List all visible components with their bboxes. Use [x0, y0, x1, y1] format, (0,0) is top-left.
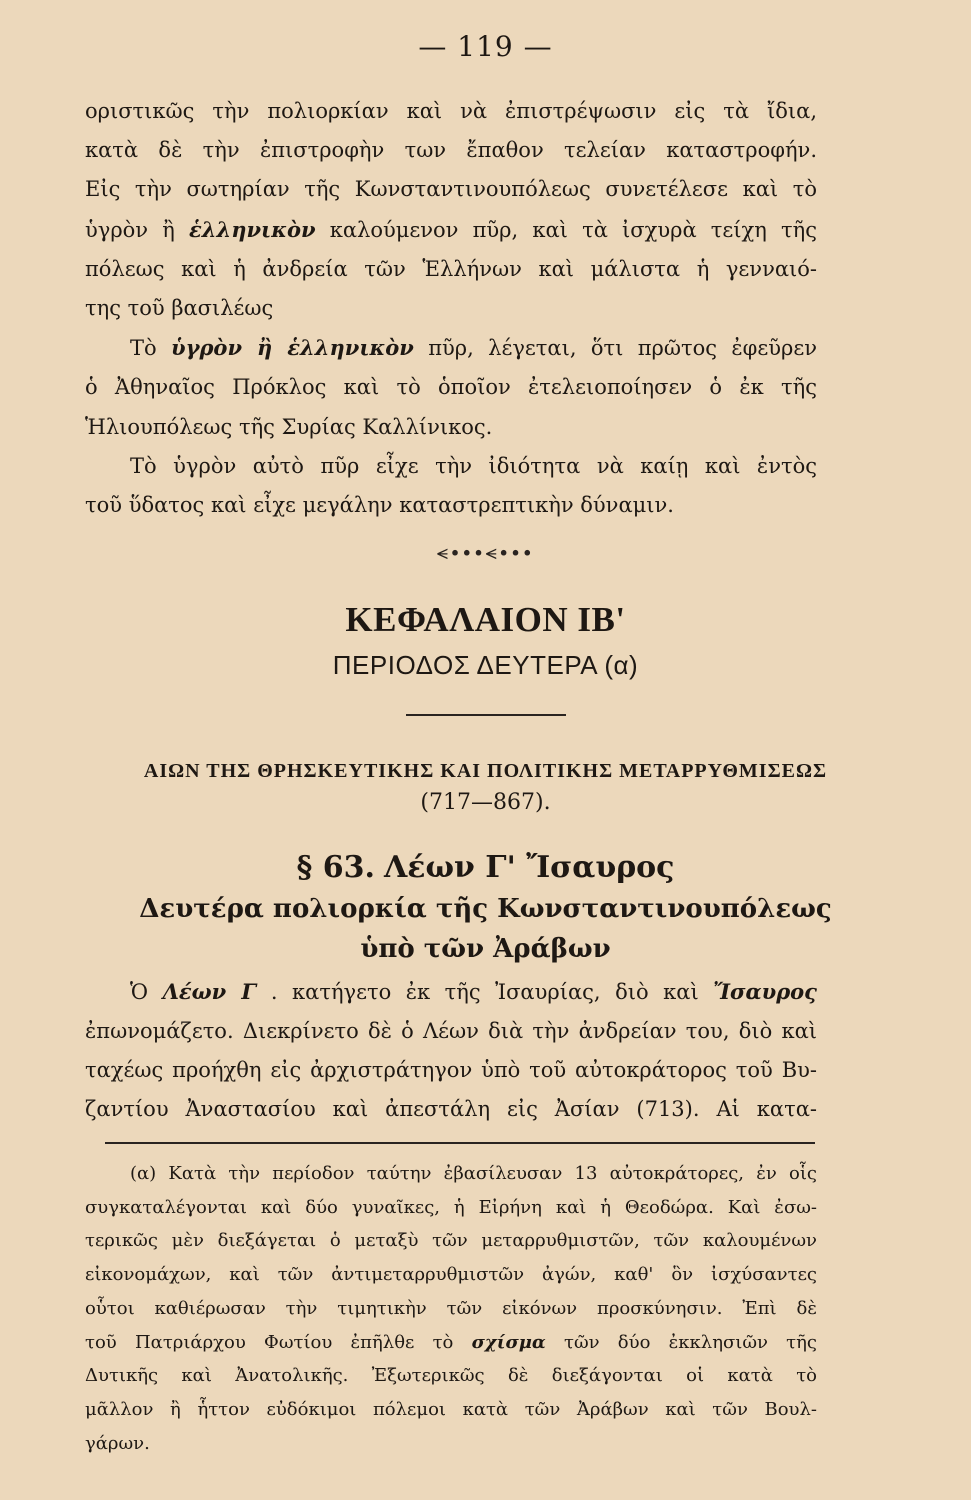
section-heading-line [0, 848, 971, 889]
section-name: Λέων Γ' Ἴσαυρος [383, 850, 675, 885]
text-span: . κατήγετο ἐκ τῆς Ἰσαυρίας, διὸ καὶ [270, 980, 699, 1004]
text-line: ζαντίου Ἀναστασίου καὶ ἀπεστάλη εἰς Ἀσίαν (713). Αἱ κατα- [85, 1097, 817, 1121]
footnote-line: συγκαταλέγονται καὶ δύο γυναῖκες, ἡ Εἰρήνη καὶ ἡ Θεοδώρα. Καὶ ἐσω- [85, 1196, 817, 1218]
footnote-line: οὗτοι καθιέρωσαν τὴν τιμητικὴν τῶν εἰκόνων προσκύνησιν. Ἐπὶ δὲ [85, 1297, 817, 1319]
text-line: ὁ Ἀθηναῖος Πρόκλος καὶ τὸ ὁποῖον ἐτελειοποίησεν ὁ ἐκ τῆς [85, 375, 817, 400]
text-line: ταχέως προήχθη εἰς ἀρχιστράτηγον ὑπὸ τοῦ αὐτοκράτορος τοῦ Βυ- [85, 1058, 817, 1082]
era-title: ΑΙΩΝ ΤΗΣ ΘΡΗΣΚΕΥΤΙΚΗΣ ΚΑΙ ΠΟΛΙΤΙΚΗΣ ΜΕΤΑΡΡΥΘΜΙΣΕΩΣ [143, 760, 828, 782]
text-span: ὑγρὸν ἢ [85, 217, 175, 242]
italic-term: σχίσμα [471, 1331, 546, 1353]
footnote-line: μᾶλλον ἢ ἧττον εὐδόκιμοι πόλεμοι κατὰ τῶν Ἀράβων καὶ τῶν Βουλ- [85, 1398, 817, 1420]
footnote-rule [105, 1142, 815, 1144]
paragraph-leo [85, 972, 817, 1129]
text-span: πῦρ, λέγεται, ὅτι πρῶτος ἐφεῦρεν [428, 336, 817, 361]
text-line: κατὰ δὲ τὴν ἐπιστροφὴν των ἔπαθον τελείαν καταστροφήν. [85, 138, 817, 163]
section-heading [0, 848, 971, 969]
era-dates: (717—867). [420, 790, 551, 815]
footnote-line: γάρων. [85, 1432, 150, 1454]
text-line: Εἰς τὴν σωτηρίαν τῆς Κωνσταντινουπόλεως συνετέλεσε καὶ τὸ [85, 177, 817, 202]
italic-term: Λέων Γ [162, 979, 257, 1004]
footnote-line: εἰκονομάχων, καὶ τῶν ἀντιμεταρρυθμιστῶν ἀγών, καθ' ὃν ἰσχύσαντες [85, 1264, 817, 1286]
footnote [85, 1157, 817, 1460]
text-line [85, 210, 817, 250]
divider-rule [406, 714, 566, 716]
text-span: Τὸ [130, 336, 157, 361]
section-number: § 63. [296, 850, 375, 885]
text-span: καλούμενον πῦρ, καὶ τὰ ἰσχυρὰ τείχη τῆς [329, 217, 817, 242]
section-heading-line: ὑπὸ τῶν Ἀράβων [360, 934, 611, 964]
ornament-divider: ⪪∙∙∙⪪∙∙∙ [436, 540, 535, 564]
text-line: τοῦ ὕδατος καὶ εἶχε μεγάλην καταστρεπτικὴν δύναμιν. [85, 493, 674, 518]
text-line: της τοῦ βασιλέως [85, 296, 274, 321]
italic-term: ἑλληνικὸν [189, 216, 316, 242]
section-heading-line: Δευτέρα πολιορκία τῆς Κωνσταντινουπόλεως [139, 894, 832, 924]
chapter-title: ΚΕΦΑΛΑΙΟΝ ΙΒ' [345, 600, 626, 639]
footnote-line: Δυτικῆς καὶ Ἀνατολικῆς. Ἐξωτερικῶς δὲ διεξάγονται οἱ κατὰ τὸ [85, 1365, 817, 1387]
footnote-line: (α) Κατὰ τὴν περίοδον ταύτην ἐβασίλευσαν 13 αὐτοκράτορες, ἐν οἷς [130, 1163, 817, 1184]
text-span: τοῦ Πατριάρχου Φωτίου ἐπῆλθε τὸ [85, 1331, 454, 1353]
text-line: πόλεως καὶ ἡ ἀνδρεία τῶν Ἑλλήνων καὶ μάλιστα ἡ γενναιό- [85, 256, 817, 281]
text-line [85, 972, 817, 1012]
page-number: — 119 — [418, 30, 553, 63]
italic-term: ὑγρὸν ἢ ἑλληνικὸν [171, 335, 414, 361]
paragraph-siege-end [85, 92, 817, 525]
text-span: τῶν δύο ἐκκλησιῶν τῆς [563, 1331, 817, 1353]
italic-term: Ἴσαυρος [713, 979, 817, 1004]
footnote-line: τερικῶς μὲν διεξάγεται ὁ μεταξὺ τῶν μεταρρυθμιστῶν, τῶν καλουμένων [85, 1230, 817, 1252]
footnote-line [85, 1326, 817, 1360]
period-title: ΠΕΡΙΟΔΟΣ ΔΕΥΤΕΡΑ (α) [332, 650, 639, 680]
text-line: οριστικῶς τὴν πολιορκίαν καὶ νὰ ἐπιστρέψωσιν εἰς τὰ ἴδια, [85, 99, 817, 123]
text-line: Τὸ ὑγρὸν αὐτὸ πῦρ εἶχε τὴν ἰδιότητα νὰ καίῃ καὶ ἐντὸς [130, 453, 817, 478]
text-span: Ὁ [130, 980, 149, 1004]
text-line: Ἡλιουπόλεως τῆς Συρίας Καλλίνικος. [85, 414, 493, 439]
text-line: ἐπωνομάζετο. Διεκρίνετο δὲ ὁ Λέων διὰ τὴν ἀνδρείαν του, διὸ καὶ [85, 1019, 817, 1043]
text-line [85, 328, 817, 368]
